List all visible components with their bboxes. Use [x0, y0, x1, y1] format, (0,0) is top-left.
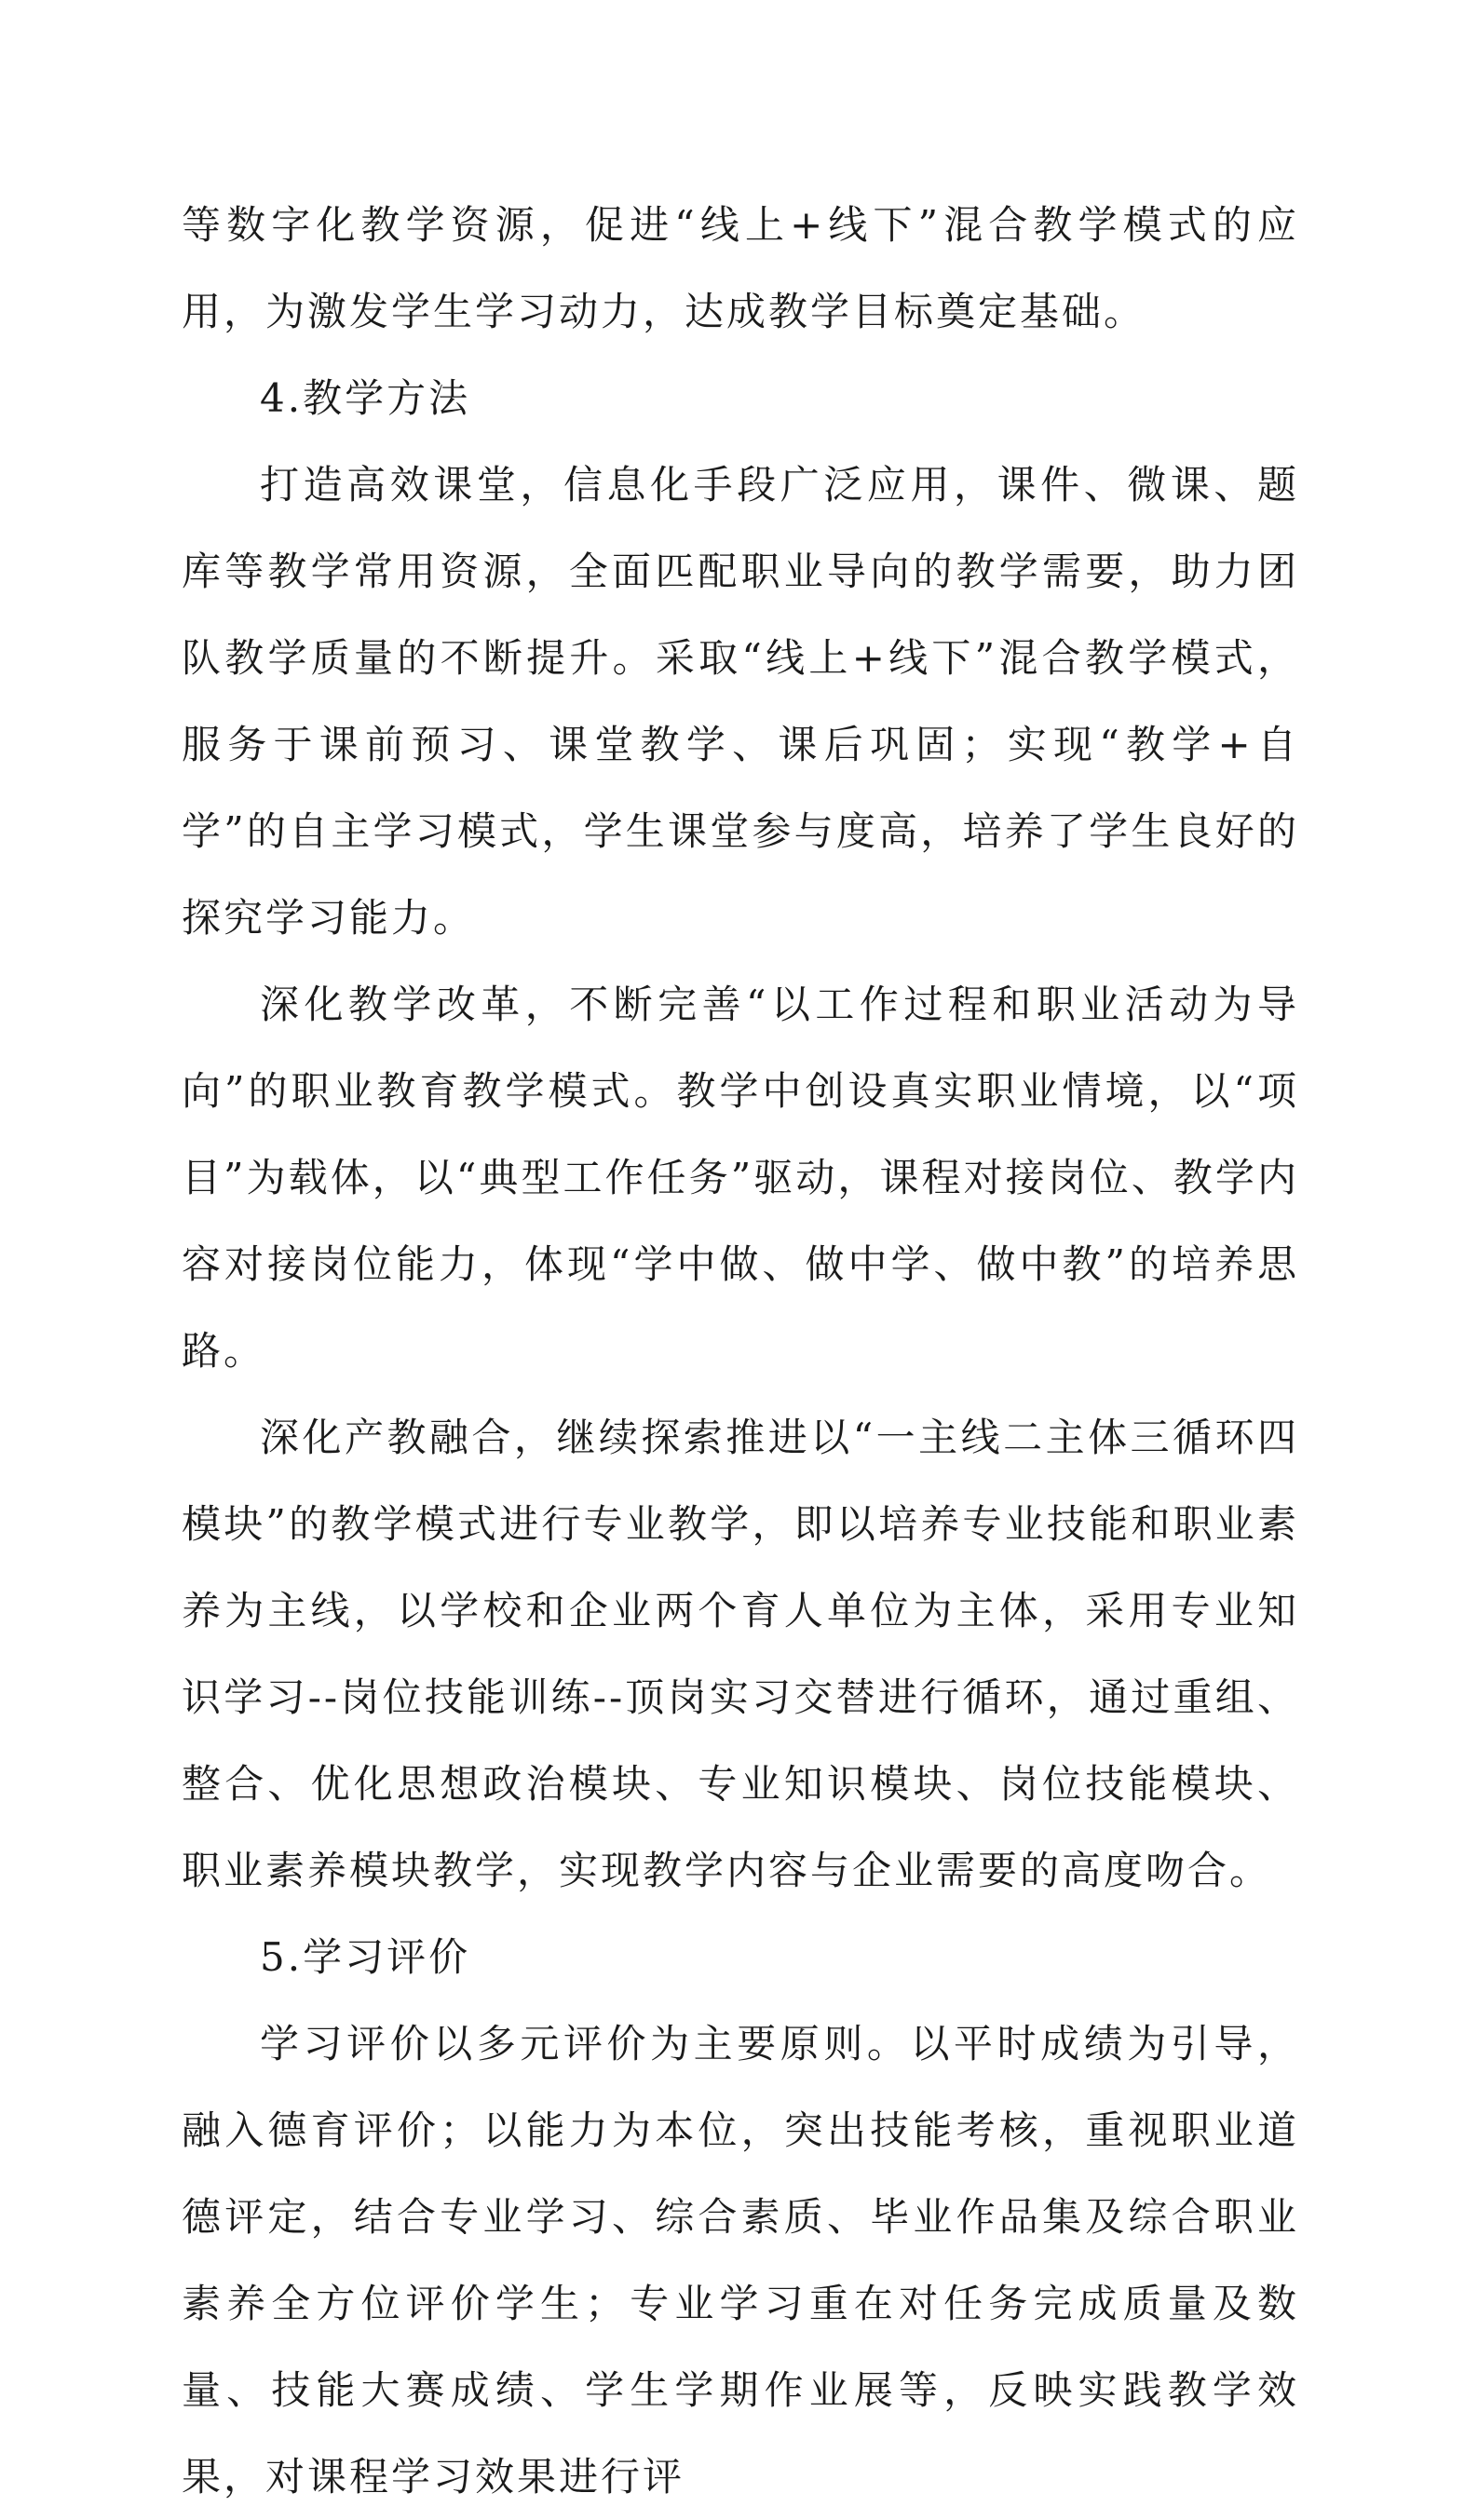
paragraph-evaluation: 学习评价以多元评价为主要原则。以平时成绩为引导，融入德育评价；以能力为本位，突出技能考核，重视职业道德评定，结合专业学习、综合素质、毕业作品集及综合职业素养全方位评价学生；专业学习重在对任务完成质量及数量、技能大赛成绩、学生学期作业展等，反映实践教学效果，对课程学习效果进行评 — [182, 2021, 1299, 2500]
paragraph-continuation: 等数字化教学资源，促进“线上+线下”混合教学模式的应用，为激发学生学习动力，达成教学目标奠定基础。 — [182, 202, 1299, 334]
paragraph-efficient-classroom: 打造高效课堂，信息化手段广泛应用，课件、微课、题库等教学常用资源，全面匹配职业导向的教学需要，助力团队教学质量的不断提升。采取“线上+线下”混合教学模式，服务于课前预习、课堂教学、课后巩固；实现“教学+自学”的自主学习模式，学生课堂参与度高，培养了学生良好的探究学习能力。 — [182, 462, 1299, 941]
paragraph-teaching-reform: 深化教学改革，不断完善“以工作过程和职业活动为导向”的职业教育教学模式。教学中创设真实职业情境，以“项目”为载体，以“典型工作任务”驱动，课程对接岗位、教学内容对接岗位能力，体现“学中做、做中学、做中教”的培养思路。 — [182, 982, 1299, 1374]
paragraph-industry-education: 深化产教融合，继续探索推进以“一主线二主体三循环四模块”的教学模式进行专业教学，即以培养专业技能和职业素养为主线，以学校和企业两个育人单位为主体，采用专业知识学习--岗位技能训练--顶岗实习交替进行循环，通过重组、整合、优化思想政治模块、专业知识模块、岗位技能模块、职业素养模块教学，实现教学内容与企业需要的高度吻合。 — [182, 1415, 1299, 1893]
section-heading-learning-evaluation: 5.学习评价 — [260, 1934, 471, 1980]
document-body — [182, 182, 1299, 2520]
section-heading-teaching-methods: 4.教学方法 — [260, 375, 471, 421]
